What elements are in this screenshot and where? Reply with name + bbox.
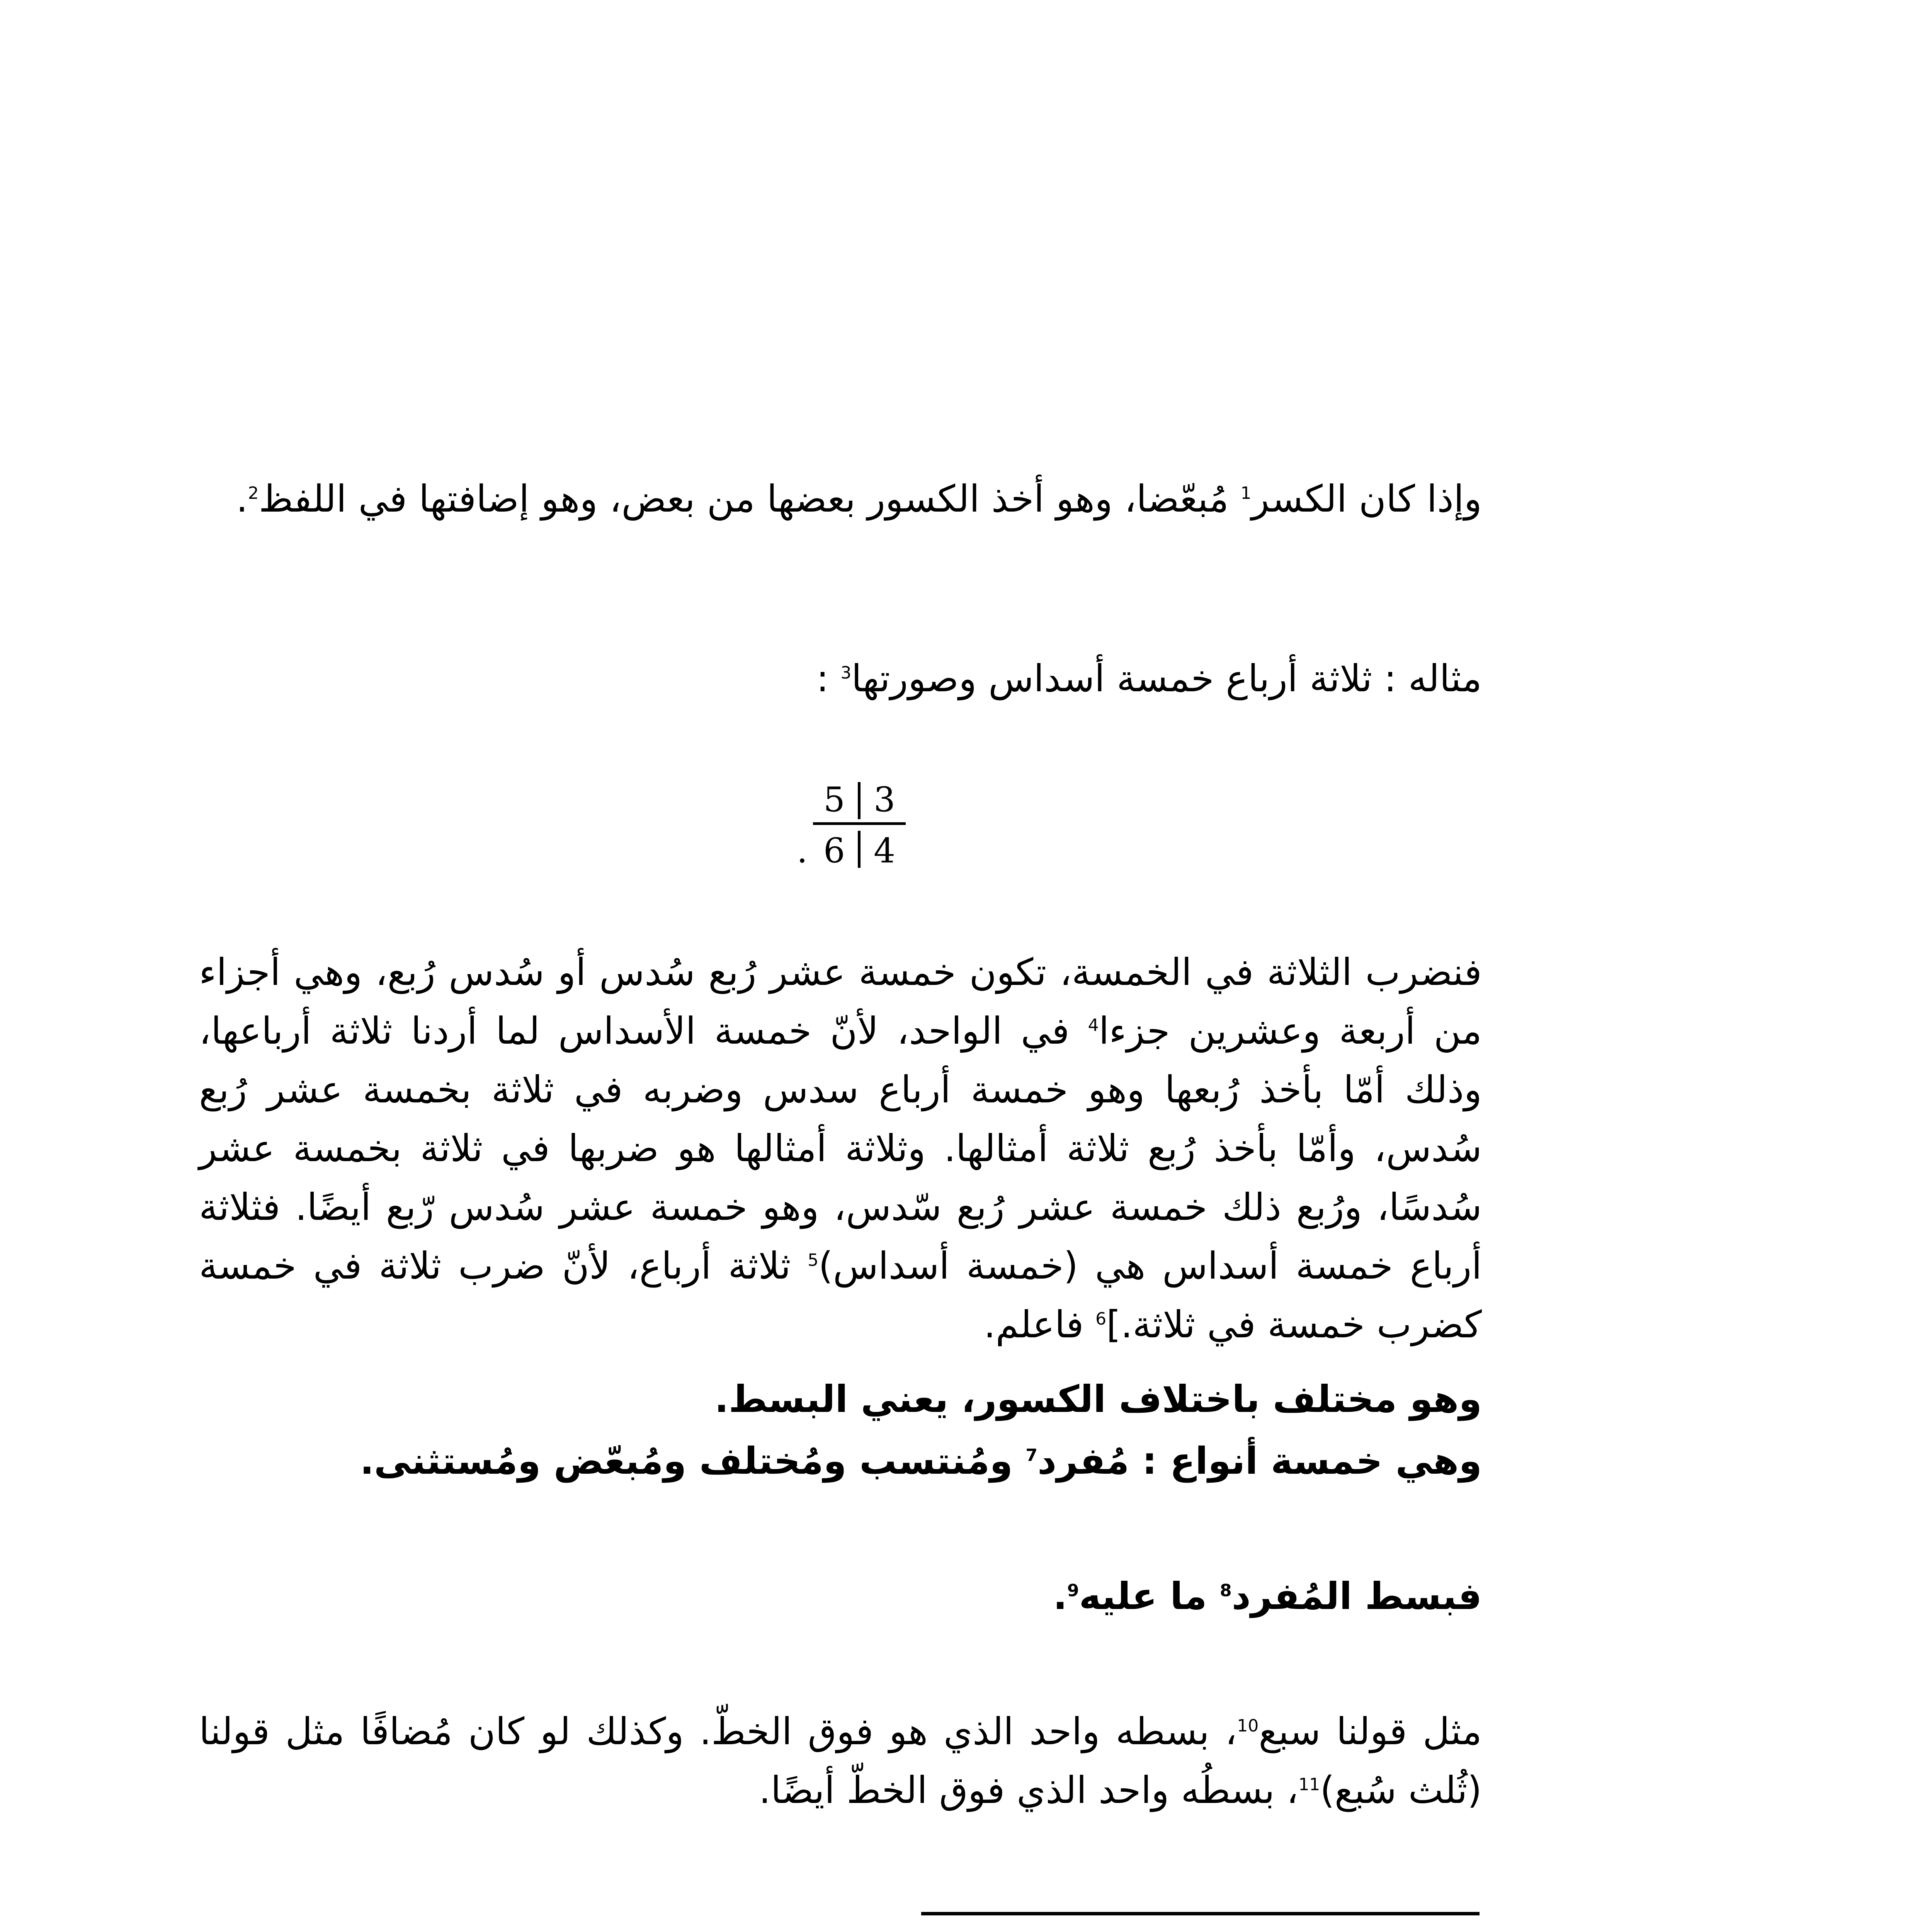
footnote-ref-5[interactable]: 5 <box>808 1250 819 1270</box>
text: وإذا كان الكسر <box>1251 477 1482 520</box>
footnote-ref-7[interactable]: 7 <box>1026 1446 1037 1465</box>
text: ثلاثة أرباع، لأنّ ضرب ثلاثة في خمسة كضرب خمسة في ثلاثة.] <box>199 1244 1482 1346</box>
heading-2 <box>199 1432 1482 1490</box>
footnote-ref-2[interactable]: 2 <box>248 483 259 503</box>
text: ما عليه <box>1079 1575 1220 1618</box>
footnote-ref-1[interactable]: 1 <box>1240 483 1252 503</box>
fraction-top-right: 3 <box>874 780 895 820</box>
text: فاعلم. <box>984 1303 1096 1346</box>
footnote-ref-11[interactable]: 11 <box>1298 1775 1320 1794</box>
text: . <box>1053 1575 1067 1618</box>
text: مُبعّضا، وهو أخذ الكسور بعضها من بعض، وهو إضافتها في اللفظ <box>259 477 1241 520</box>
text: : <box>816 657 841 700</box>
text: . <box>236 477 248 520</box>
fraction-bottom-left: 6 <box>823 831 845 871</box>
footnote-ref-10[interactable]: 10 <box>1237 1716 1259 1736</box>
footnote-ref-6[interactable]: 6 <box>1095 1309 1107 1329</box>
text: وهو مختلف باختلاف الكسور، يعني البسط. <box>714 1378 1482 1421</box>
footnote-separator <box>921 1912 1480 1915</box>
paragraph-4 <box>199 1702 1482 1820</box>
footnote-ref-3[interactable]: 3 <box>840 663 852 683</box>
text: فنضرب الثلاثة في الخمسة، تكون خمسة عشر رُبع سُدس أو سُدس رُبع، وهي أجزاء من أربعة وعشرين جزءا <box>199 951 1482 1053</box>
text: ، بسطُه واحد الذي فوق الخطّ أيضًا. <box>759 1769 1299 1812</box>
fraction-line <box>813 822 906 825</box>
text: مثل قولنا سبع <box>1259 1710 1482 1753</box>
paragraph-3 <box>199 943 1482 1354</box>
heading-1 <box>199 1370 1482 1429</box>
text: فبسط المُفرد <box>1231 1575 1482 1618</box>
heading-3 <box>199 1567 1482 1626</box>
text: ومُنتسب ومُختلف ومُبعّض ومُستثنى. <box>360 1439 1026 1483</box>
fraction-bottom-bar <box>858 831 861 868</box>
paragraph-1 <box>199 469 1482 528</box>
fraction-diagram <box>790 773 937 889</box>
text: في الواحد، لأنّ خمسة الأسداس لما أردنا ثلاثة أرباعها، وذلك أمّا بأخذ رُبعها وهو خمسة أرباع سدس وضربه في ثلاثة بخمسة عشر رُبع سُدس، وأمّا بأخذ رُبع ثلاثة أمثالها. وثلاثة أمثالها هو ضربها في ثلاثة بخمسة عشر سُدسًا، ورُبع ذلك خمسة عشر رُبع سّدس، وهو خمسة عشر سُدس رّبع أيضًا. فثلاثة أرباع خمسة أسداس هي (خمسة أسداس) <box>199 1009 1482 1287</box>
text: ، بسطه واحد الذي هو فوق الخطّ. وكذلك لو كان مُضافًا مثل قولنا (ثُلث سُبع) <box>199 1710 1482 1812</box>
footnote-ref-9[interactable]: 9 <box>1067 1581 1079 1600</box>
fraction-dot: . <box>797 831 808 871</box>
fraction-top-left: 5 <box>823 780 845 820</box>
paragraph-2 <box>199 649 1482 708</box>
fraction-bottom-right: 4 <box>874 831 895 871</box>
footnote-ref-4[interactable]: 4 <box>1088 1015 1099 1035</box>
text: وهي خمسة أنواع : مُفرد <box>1037 1439 1482 1483</box>
fraction-top-bar <box>858 782 861 819</box>
text: مثاله : ثلاثة أرباع خمسة أسداس وصورتها <box>851 657 1482 700</box>
footnote-ref-8[interactable]: 8 <box>1220 1581 1232 1600</box>
